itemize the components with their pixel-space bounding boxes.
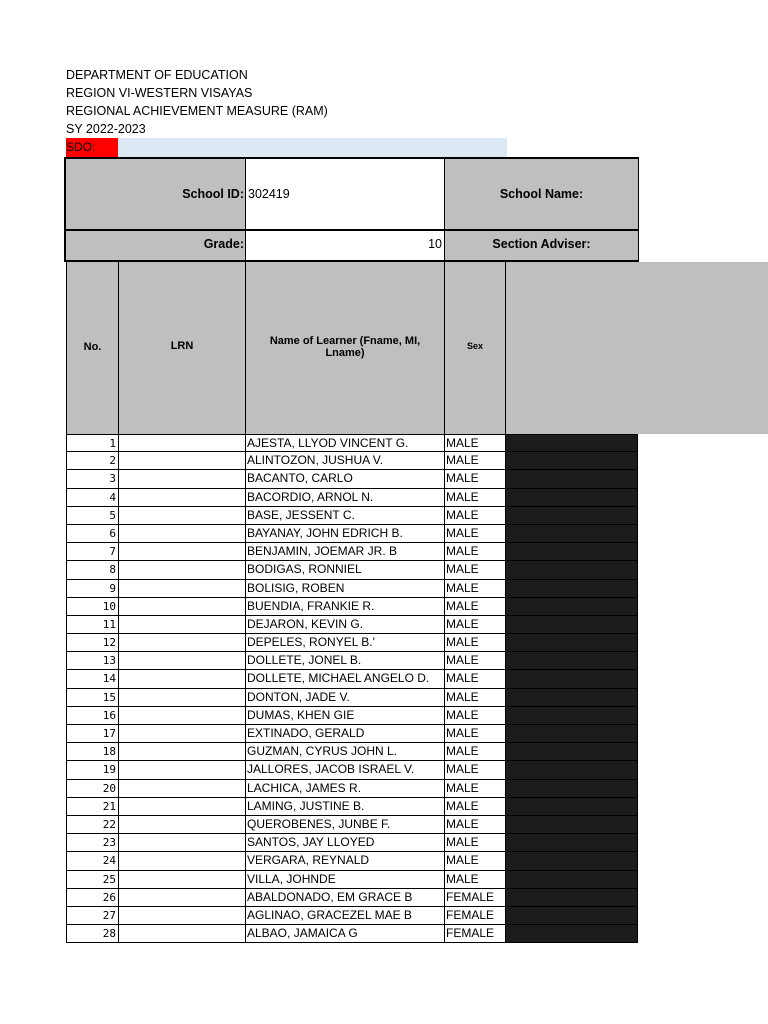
table-row [66,707,638,725]
col-header-lrn-label: LRN [170,340,194,352]
row-number: 8 [66,561,119,578]
row-sex: MALE [445,652,506,669]
row-score-cell [506,507,638,524]
row-sex: MALE [445,470,506,487]
row-number: 7 [66,543,119,560]
row-sex: MALE [445,725,506,742]
row-lrn[interactable] [119,834,246,851]
row-learner-name: ALBAO, JAMAICA G [246,925,445,942]
row-lrn[interactable] [119,907,246,924]
row-learner-name: BODIGAS, RONNIEL [246,561,445,578]
row-score-cell [506,798,638,815]
row-lrn[interactable] [119,670,246,687]
row-learner-name: SANTOS, JAY LLOYED [246,834,445,851]
col-header-name-label: Name of Learner (Fname, MI, Lname) [269,335,421,359]
table-row [66,470,638,488]
row-score-cell [506,907,638,924]
row-lrn[interactable] [119,634,246,651]
table-row [66,543,638,561]
header-region: REGION VI-WESTERN VISAYAS [66,86,253,100]
row-number: 11 [66,616,119,633]
table-row [66,670,638,688]
row-sex: FEMALE [445,925,506,942]
table-row [66,907,638,925]
row-number: 9 [66,580,119,597]
row-lrn[interactable] [119,470,246,487]
grade-label-cell [64,231,246,262]
school-name-label-cell [445,159,638,231]
row-score-cell [506,616,638,633]
table-row [66,889,638,907]
row-lrn[interactable] [119,580,246,597]
row-sex: MALE [445,816,506,833]
row-number: 3 [66,470,119,487]
row-number: 13 [66,652,119,669]
school-id-label-cell [66,159,246,231]
row-learner-name: QUEROBENES, JUNBE F. [246,816,445,833]
row-score-cell [506,925,638,942]
sdo-label: SDO: [66,138,118,157]
row-score-cell [506,852,638,869]
row-learner-name: BENJAMIN, JOEMAR JR. B [246,543,445,560]
row-number: 24 [66,852,119,869]
table-row [66,725,638,743]
col-header-sex-label: Sex [466,341,483,351]
row-sex: MALE [445,598,506,615]
row-sex: FEMALE [445,889,506,906]
row-sex: FEMALE [445,907,506,924]
row-lrn[interactable] [119,743,246,760]
table-row [66,525,638,543]
row-number: 17 [66,725,119,742]
row-sex: MALE [445,798,506,815]
grade-value: 10 [428,237,442,251]
row-lrn[interactable] [119,707,246,724]
row-lrn[interactable] [119,652,246,669]
row-score-cell [506,780,638,797]
school-id-value: 302419 [248,187,290,201]
row-score-cell [506,743,638,760]
row-learner-name: BACORDIO, ARNOL N. [246,489,445,506]
row-number: 21 [66,798,119,815]
row-sex: MALE [445,561,506,578]
col-header-extra [506,262,768,434]
row-score-cell [506,598,638,615]
row-score-cell [506,834,638,851]
row-sex: MALE [445,489,506,506]
school-id-value-cell[interactable] [246,159,445,231]
row-sex: MALE [445,634,506,651]
row-lrn[interactable] [119,871,246,888]
row-lrn[interactable] [119,798,246,815]
row-lrn[interactable] [119,725,246,742]
row-number: 5 [66,507,119,524]
table-row [66,761,638,779]
row-sex: MALE [445,525,506,542]
col-header-no [66,262,119,434]
row-lrn[interactable] [119,761,246,778]
section-adviser-label: Section Adviser: [492,237,591,251]
row-learner-name: LAMING, JUSTINE B. [246,798,445,815]
row-lrn[interactable] [119,507,246,524]
row-number: 23 [66,834,119,851]
table-row [66,561,638,579]
row-score-cell [506,652,638,669]
row-sex: MALE [445,543,506,560]
col-header-name [246,262,445,434]
table-row [66,834,638,852]
row-lrn[interactable] [119,852,246,869]
table-row [66,925,638,943]
row-number: 26 [66,889,119,906]
row-lrn[interactable] [119,525,246,542]
row-number: 25 [66,871,119,888]
table-row [66,434,638,452]
col-header-lrn [119,262,246,434]
row-score-cell [506,761,638,778]
row-sex: MALE [445,689,506,706]
row-score-cell [506,489,638,506]
row-learner-name: AJESTA, LLYOD VINCENT G. [246,435,445,451]
row-learner-name: DEPELES, RONYEL B.' [246,634,445,651]
row-score-cell [506,525,638,542]
row-number: 12 [66,634,119,651]
sdo-field[interactable] [66,138,507,157]
school-id-label: School ID: [182,187,244,201]
row-sex: MALE [445,670,506,687]
row-number: 14 [66,670,119,687]
row-score-cell [506,452,638,469]
school-name-label: School Name: [499,187,584,201]
table-row [66,798,638,816]
row-lrn[interactable] [119,489,246,506]
row-learner-name: VERGARA, REYNALD [246,852,445,869]
table-row [66,780,638,798]
row-sex: MALE [445,834,506,851]
row-learner-name: VILLA, JOHNDE [246,871,445,888]
row-number: 16 [66,707,119,724]
row-score-cell [506,816,638,833]
row-learner-name: ABALDONADO, EM GRACE B [246,889,445,906]
table-row [66,652,638,670]
row-number: 10 [66,598,119,615]
row-learner-name: ALINTOZON, JUSHUA V. [246,452,445,469]
learner-table [66,434,638,943]
row-number: 20 [66,780,119,797]
row-sex: MALE [445,871,506,888]
row-lrn[interactable] [119,925,246,942]
row-score-cell [506,435,638,451]
section-adviser-label-cell [445,231,639,262]
table-row [66,598,638,616]
table-row [66,871,638,889]
row-score-cell [506,707,638,724]
row-score-cell [506,889,638,906]
row-number: 4 [66,489,119,506]
table-row [66,689,638,707]
grade-value-cell[interactable] [246,231,445,262]
row-score-cell [506,561,638,578]
row-learner-name: DONTON, JADE V. [246,689,445,706]
row-learner-name: DOLLETE, JONEL B. [246,652,445,669]
row-score-cell [506,470,638,487]
header-title: REGIONAL ACHIEVEMENT MEASURE (RAM) [66,104,328,118]
row-lrn[interactable] [119,780,246,797]
row-learner-name: BOLISIG, ROBEN [246,580,445,597]
row-learner-name: BASE, JESSENT C. [246,507,445,524]
row-lrn[interactable] [119,543,246,560]
table-row [66,852,638,870]
row-score-cell [506,670,638,687]
row-lrn[interactable] [119,616,246,633]
row-learner-name: DEJARON, KEVIN G. [246,616,445,633]
row-learner-name: DUMAS, KHEN GIE [246,707,445,724]
col-header-no-label: No. [83,341,102,353]
row-number: 28 [66,925,119,942]
row-sex: MALE [445,852,506,869]
row-lrn[interactable] [119,816,246,833]
row-number: 27 [66,907,119,924]
row-sex: MALE [445,452,506,469]
row-learner-name: LACHICA, JAMES R. [246,780,445,797]
row-learner-name: DOLLETE, MICHAEL ANGELO D. [246,670,445,687]
table-row [66,507,638,525]
row-lrn[interactable] [119,435,246,451]
row-learner-name: AGLINAO, GRACEZEL MAE B [246,907,445,924]
table-row [66,489,638,507]
table-row [66,616,638,634]
row-score-cell [506,543,638,560]
row-sex: MALE [445,761,506,778]
row-sex: MALE [445,580,506,597]
row-sex: MALE [445,743,506,760]
row-score-cell [506,689,638,706]
row-learner-name: JALLORES, JACOB ISRAEL V. [246,761,445,778]
row-number: 18 [66,743,119,760]
header-school-year: SY 2022-2023 [66,122,146,136]
row-score-cell [506,725,638,742]
table-row [66,816,638,834]
table-row [66,580,638,598]
row-lrn[interactable] [119,598,246,615]
row-sex: MALE [445,616,506,633]
row-number: 15 [66,689,119,706]
row-learner-name: EXTINADO, GERALD [246,725,445,742]
table-row [66,743,638,761]
row-score-cell [506,871,638,888]
row-lrn[interactable] [119,561,246,578]
row-number: 2 [66,452,119,469]
header-department: DEPARTMENT OF EDUCATION [66,68,248,82]
grade-label: Grade: [203,237,244,251]
row-number: 19 [66,761,119,778]
table-row [66,634,638,652]
row-sex: MALE [445,780,506,797]
row-number: 22 [66,816,119,833]
row-learner-name: BUENDIA, FRANKIE R. [246,598,445,615]
row-lrn[interactable] [119,452,246,469]
row-learner-name: BAYANAY, JOHN EDRICH B. [246,525,445,542]
row-score-cell [506,634,638,651]
row-score-cell [506,580,638,597]
row-sex: MALE [445,435,506,451]
col-header-sex [445,262,506,434]
row-learner-name: GUZMAN, CYRUS JOHN L. [246,743,445,760]
row-sex: MALE [445,707,506,724]
row-number: 6 [66,525,119,542]
row-sex: MALE [445,507,506,524]
row-lrn[interactable] [119,689,246,706]
row-number: 1 [66,435,119,451]
row-learner-name: BACANTO, CARLO [246,470,445,487]
table-row [66,452,638,470]
row-lrn[interactable] [119,889,246,906]
